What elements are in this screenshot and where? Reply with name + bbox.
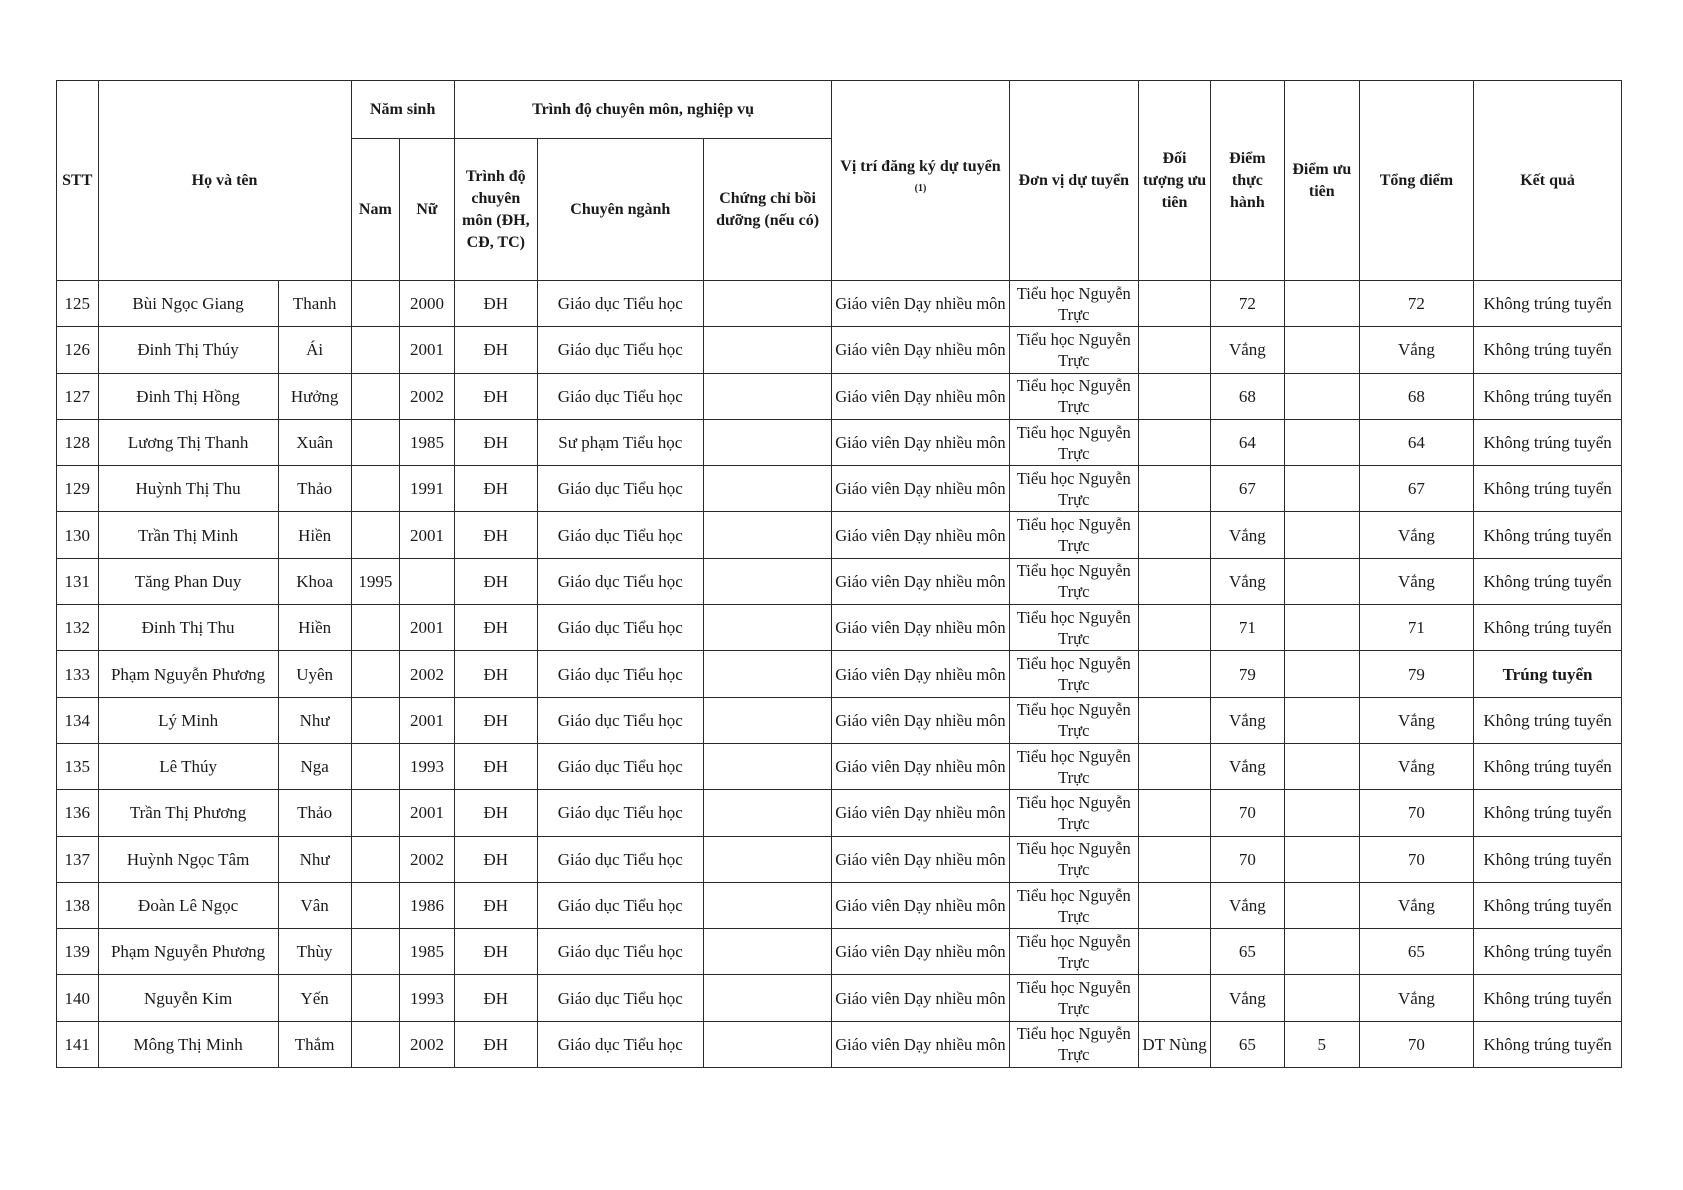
cell-surname: Phạm Nguyễn Phương [98,651,278,697]
cell-certificate [703,605,832,651]
table-row [57,281,1622,327]
cell-position: Giáo viên Dạy nhiều môn [832,975,1009,1021]
cell-birth-male [351,790,400,836]
cell-priority-group [1139,882,1211,928]
cell-major: Giáo dục Tiểu học [537,373,703,419]
cell-stt: 128 [57,419,99,465]
cell-major: Giáo dục Tiểu học [537,975,703,1021]
cell-stt: 133 [57,651,99,697]
cell-major: Giáo dục Tiểu học [537,512,703,558]
cell-priority-group: DT Nùng [1139,1021,1211,1067]
cell-result: Không trúng tuyển [1474,929,1622,975]
cell-priority-group [1139,466,1211,512]
cell-result: Không trúng tuyển [1474,975,1622,1021]
header-stt: STT [57,81,99,281]
cell-priority-score [1284,790,1359,836]
cell-level: ĐH [454,466,537,512]
cell-total: Vắng [1359,882,1473,928]
cell-priority-group [1139,697,1211,743]
table-row [57,743,1622,789]
cell-major: Giáo dục Tiểu học [537,327,703,373]
cell-priority-score [1284,466,1359,512]
cell-result: Không trúng tuyển [1474,281,1622,327]
cell-stt: 131 [57,558,99,604]
cell-position: Giáo viên Dạy nhiều môn [832,836,1009,882]
cell-priority-score [1284,512,1359,558]
table-row [57,558,1622,604]
cell-priority-score [1284,743,1359,789]
table-row [57,836,1622,882]
cell-certificate [703,281,832,327]
cell-position: Giáo viên Dạy nhiều môn [832,512,1009,558]
cell-certificate [703,651,832,697]
cell-level: ĐH [454,605,537,651]
cell-position: Giáo viên Dạy nhiều môn [832,281,1009,327]
cell-surname: Lương Thị Thanh [98,419,278,465]
cell-given-name: Hiền [278,605,351,651]
cell-level: ĐH [454,373,537,419]
cell-certificate [703,512,832,558]
table-header [57,81,1622,281]
cell-unit: Tiểu học Nguyễn Trực [1009,466,1139,512]
cell-birth-female: 2001 [400,512,455,558]
table-row [57,466,1622,512]
header-level: Trình độ chuyên môn (ĐH, CĐ, TC) [454,139,537,281]
header-certificate: Chứng chỉ bồi dưỡng (nếu có) [703,139,832,281]
header-unit: Đơn vị dự tuyển [1009,81,1139,281]
cell-birth-male [351,697,400,743]
cell-unit: Tiểu học Nguyễn Trực [1009,743,1139,789]
results-table [56,80,1622,1068]
cell-practice-score: Vắng [1210,558,1284,604]
cell-level: ĐH [454,743,537,789]
header-total: Tổng điểm [1359,81,1473,281]
cell-result: Không trúng tuyển [1474,743,1622,789]
cell-major: Giáo dục Tiểu học [537,836,703,882]
cell-birth-male [351,605,400,651]
cell-practice-score: Vắng [1210,882,1284,928]
cell-practice-score: Vắng [1210,327,1284,373]
cell-practice-score: Vắng [1210,697,1284,743]
cell-major: Giáo dục Tiểu học [537,281,703,327]
header-birth-year: Năm sinh [351,81,454,139]
cell-unit: Tiểu học Nguyễn Trực [1009,836,1139,882]
cell-level: ĐH [454,882,537,928]
cell-birth-female: 1985 [400,929,455,975]
cell-result: Không trúng tuyển [1474,882,1622,928]
cell-total: Vắng [1359,743,1473,789]
cell-priority-score [1284,975,1359,1021]
cell-birth-female: 2001 [400,697,455,743]
cell-birth-female: 2000 [400,281,455,327]
header-qualification: Trình độ chuyên môn, nghiệp vụ [454,81,832,139]
cell-surname: Trần Thị Phương [98,790,278,836]
cell-level: ĐH [454,836,537,882]
cell-position: Giáo viên Dạy nhiều môn [832,929,1009,975]
cell-given-name: Nga [278,743,351,789]
cell-certificate [703,466,832,512]
cell-birth-female: 2002 [400,373,455,419]
table-body [57,281,1622,1068]
cell-stt: 125 [57,281,99,327]
cell-level: ĐH [454,558,537,604]
cell-certificate [703,419,832,465]
cell-given-name: Uyên [278,651,351,697]
cell-priority-score [1284,651,1359,697]
header-position-label: Vị trí đăng ký dự tuyển [840,158,1001,176]
cell-birth-female: 1993 [400,975,455,1021]
cell-given-name: Thùy [278,929,351,975]
cell-practice-score: 68 [1210,373,1284,419]
cell-practice-score: 72 [1210,281,1284,327]
cell-priority-group [1139,651,1211,697]
header-major: Chuyên ngành [537,139,703,281]
cell-birth-male [351,466,400,512]
cell-stt: 136 [57,790,99,836]
cell-birth-male [351,281,400,327]
cell-total: 72 [1359,281,1473,327]
cell-birth-female: 2002 [400,1021,455,1067]
cell-surname: Lê Thúy [98,743,278,789]
cell-priority-score [1284,281,1359,327]
table-row [57,419,1622,465]
cell-stt: 139 [57,929,99,975]
cell-practice-score: 65 [1210,1021,1284,1067]
cell-given-name: Thanh [278,281,351,327]
cell-practice-score: 65 [1210,929,1284,975]
table-row [57,790,1622,836]
cell-major: Giáo dục Tiểu học [537,558,703,604]
cell-stt: 135 [57,743,99,789]
cell-total: Vắng [1359,975,1473,1021]
cell-birth-female: 1991 [400,466,455,512]
cell-priority-group [1139,605,1211,651]
cell-level: ĐH [454,327,537,373]
cell-position: Giáo viên Dạy nhiều môn [832,743,1009,789]
cell-position: Giáo viên Dạy nhiều môn [832,327,1009,373]
cell-major: Giáo dục Tiểu học [537,605,703,651]
cell-priority-group [1139,512,1211,558]
cell-major: Giáo dục Tiểu học [537,929,703,975]
cell-total: 70 [1359,790,1473,836]
cell-given-name: Như [278,836,351,882]
cell-birth-male [351,327,400,373]
cell-unit: Tiểu học Nguyễn Trực [1009,651,1139,697]
cell-total: Vắng [1359,327,1473,373]
cell-stt: 130 [57,512,99,558]
cell-certificate [703,836,832,882]
header-priority-group: Đối tượng ưu tiên [1139,81,1211,281]
cell-stt: 134 [57,697,99,743]
cell-result: Không trúng tuyển [1474,1021,1622,1067]
cell-priority-score [1284,882,1359,928]
cell-surname: Phạm Nguyễn Phương [98,929,278,975]
table-row [57,929,1622,975]
cell-position: Giáo viên Dạy nhiều môn [832,651,1009,697]
cell-priority-score [1284,836,1359,882]
cell-unit: Tiểu học Nguyễn Trực [1009,419,1139,465]
cell-stt: 129 [57,466,99,512]
cell-result: Không trúng tuyển [1474,558,1622,604]
cell-unit: Tiểu học Nguyễn Trực [1009,605,1139,651]
cell-birth-male [351,512,400,558]
cell-position: Giáo viên Dạy nhiều môn [832,1021,1009,1067]
cell-certificate [703,1021,832,1067]
cell-given-name: Thảo [278,790,351,836]
cell-position: Giáo viên Dạy nhiều môn [832,697,1009,743]
cell-level: ĐH [454,281,537,327]
cell-level: ĐH [454,975,537,1021]
cell-result: Không trúng tuyển [1474,466,1622,512]
cell-certificate [703,790,832,836]
cell-given-name: Khoa [278,558,351,604]
cell-result: Không trúng tuyển [1474,836,1622,882]
cell-major: Giáo dục Tiểu học [537,743,703,789]
cell-unit: Tiểu học Nguyễn Trực [1009,558,1139,604]
cell-unit: Tiểu học Nguyễn Trực [1009,975,1139,1021]
cell-surname: Huỳnh Thị Thu [98,466,278,512]
cell-result: Không trúng tuyển [1474,512,1622,558]
cell-result: Không trúng tuyển [1474,373,1622,419]
header-result: Kết quả [1474,81,1622,281]
cell-level: ĐH [454,419,537,465]
cell-position: Giáo viên Dạy nhiều môn [832,605,1009,651]
cell-result: Không trúng tuyển [1474,697,1622,743]
cell-birth-female [400,558,455,604]
cell-birth-female: 1986 [400,882,455,928]
cell-birth-female: 2002 [400,836,455,882]
cell-total: Vắng [1359,697,1473,743]
cell-unit: Tiểu học Nguyễn Trực [1009,512,1139,558]
cell-practice-score: Vắng [1210,512,1284,558]
cell-total: 70 [1359,1021,1473,1067]
header-name: Họ và tên [98,81,351,281]
cell-priority-group [1139,419,1211,465]
cell-practice-score: 70 [1210,790,1284,836]
cell-major: Giáo dục Tiểu học [537,651,703,697]
cell-certificate [703,975,832,1021]
table-row [57,605,1622,651]
header-priority-score: Điểm ưu tiên [1284,81,1359,281]
cell-surname: Trần Thị Minh [98,512,278,558]
header-practice-score: Điểm thực hành [1210,81,1284,281]
cell-practice-score: 71 [1210,605,1284,651]
cell-birth-female: 1993 [400,743,455,789]
cell-total: 68 [1359,373,1473,419]
cell-position: Giáo viên Dạy nhiều môn [832,558,1009,604]
cell-level: ĐH [454,512,537,558]
header-female: Nữ [400,139,455,281]
cell-result: Không trúng tuyển [1474,327,1622,373]
table-row [57,327,1622,373]
cell-given-name: Xuân [278,419,351,465]
cell-total: 65 [1359,929,1473,975]
cell-result: Không trúng tuyển [1474,790,1622,836]
cell-position: Giáo viên Dạy nhiều môn [832,419,1009,465]
table-row [57,697,1622,743]
cell-surname: Đoàn Lê Ngọc [98,882,278,928]
cell-priority-score [1284,419,1359,465]
cell-level: ĐH [454,697,537,743]
cell-position: Giáo viên Dạy nhiều môn [832,373,1009,419]
cell-birth-male [351,419,400,465]
cell-stt: 126 [57,327,99,373]
cell-result: Không trúng tuyển [1474,605,1622,651]
table-row [57,512,1622,558]
cell-birth-male [351,836,400,882]
cell-position: Giáo viên Dạy nhiều môn [832,882,1009,928]
cell-practice-score: 70 [1210,836,1284,882]
cell-certificate [703,327,832,373]
cell-birth-female: 2001 [400,790,455,836]
cell-priority-score [1284,558,1359,604]
table-row [57,975,1622,1021]
cell-birth-male [351,1021,400,1067]
cell-practice-score: 79 [1210,651,1284,697]
table-row [57,651,1622,697]
cell-major: Giáo dục Tiểu học [537,1021,703,1067]
cell-stt: 127 [57,373,99,419]
results-sheet [56,80,1622,1068]
cell-given-name: Thắm [278,1021,351,1067]
cell-priority-group [1139,790,1211,836]
cell-birth-male [351,651,400,697]
cell-surname: Lý Minh [98,697,278,743]
cell-priority-score: 5 [1284,1021,1359,1067]
cell-major: Giáo dục Tiểu học [537,697,703,743]
cell-practice-score: Vắng [1210,743,1284,789]
cell-priority-group [1139,281,1211,327]
cell-priority-score [1284,327,1359,373]
cell-birth-female: 2001 [400,605,455,651]
cell-given-name: Hưởng [278,373,351,419]
cell-birth-male [351,929,400,975]
cell-given-name: Thảo [278,466,351,512]
cell-level: ĐH [454,929,537,975]
cell-level: ĐH [454,790,537,836]
cell-level: ĐH [454,1021,537,1067]
cell-stt: 140 [57,975,99,1021]
cell-major: Giáo dục Tiểu học [537,790,703,836]
cell-position: Giáo viên Dạy nhiều môn [832,466,1009,512]
cell-certificate [703,697,832,743]
cell-practice-score: 67 [1210,466,1284,512]
cell-position: Giáo viên Dạy nhiều môn [832,790,1009,836]
cell-result: Trúng tuyển [1474,651,1622,697]
cell-total: 64 [1359,419,1473,465]
cell-given-name: Như [278,697,351,743]
cell-certificate [703,743,832,789]
header-position-note: (1) [914,183,927,195]
cell-birth-female: 2002 [400,651,455,697]
cell-certificate [703,882,832,928]
cell-priority-group [1139,929,1211,975]
cell-total: 67 [1359,466,1473,512]
cell-priority-group [1139,836,1211,882]
header-male: Nam [351,139,400,281]
cell-priority-group [1139,558,1211,604]
cell-birth-male [351,743,400,789]
table-row [57,882,1622,928]
cell-given-name: Hiền [278,512,351,558]
cell-priority-group [1139,975,1211,1021]
cell-major: Giáo dục Tiểu học [537,466,703,512]
cell-priority-group [1139,327,1211,373]
cell-unit: Tiểu học Nguyễn Trực [1009,327,1139,373]
cell-certificate [703,373,832,419]
cell-priority-score [1284,929,1359,975]
cell-birth-male [351,975,400,1021]
cell-stt: 137 [57,836,99,882]
cell-practice-score: Vắng [1210,975,1284,1021]
cell-unit: Tiểu học Nguyễn Trực [1009,929,1139,975]
cell-total: Vắng [1359,512,1473,558]
cell-priority-group [1139,743,1211,789]
cell-certificate [703,558,832,604]
cell-stt: 138 [57,882,99,928]
cell-certificate [703,929,832,975]
cell-surname: Bùi Ngọc Giang [98,281,278,327]
header-position [832,81,1009,281]
cell-birth-male [351,882,400,928]
cell-stt: 141 [57,1021,99,1067]
cell-unit: Tiểu học Nguyễn Trực [1009,1021,1139,1067]
cell-surname: Đinh Thị Thúy [98,327,278,373]
cell-surname: Tăng Phan Duy [98,558,278,604]
cell-unit: Tiểu học Nguyễn Trực [1009,882,1139,928]
cell-result: Không trúng tuyển [1474,419,1622,465]
cell-practice-score: 64 [1210,419,1284,465]
cell-unit: Tiểu học Nguyễn Trực [1009,697,1139,743]
cell-priority-group [1139,373,1211,419]
cell-priority-score [1284,697,1359,743]
cell-given-name: Yến [278,975,351,1021]
cell-given-name: Vân [278,882,351,928]
cell-priority-score [1284,605,1359,651]
cell-surname: Mông Thị Minh [98,1021,278,1067]
cell-major: Giáo dục Tiểu học [537,882,703,928]
cell-unit: Tiểu học Nguyễn Trực [1009,373,1139,419]
cell-surname: Huỳnh Ngọc Tâm [98,836,278,882]
cell-given-name: Ái [278,327,351,373]
cell-total: 71 [1359,605,1473,651]
cell-level: ĐH [454,651,537,697]
cell-total: Vắng [1359,558,1473,604]
cell-total: 70 [1359,836,1473,882]
table-row [57,1021,1622,1067]
cell-birth-male: 1995 [351,558,400,604]
cell-birth-female: 2001 [400,327,455,373]
cell-surname: Nguyễn Kim [98,975,278,1021]
cell-unit: Tiểu học Nguyễn Trực [1009,790,1139,836]
cell-birth-female: 1985 [400,419,455,465]
cell-birth-male [351,373,400,419]
cell-total: 79 [1359,651,1473,697]
cell-priority-score [1284,373,1359,419]
cell-unit: Tiểu học Nguyễn Trực [1009,281,1139,327]
cell-stt: 132 [57,605,99,651]
table-row [57,373,1622,419]
cell-major: Sư phạm Tiểu học [537,419,703,465]
cell-surname: Đinh Thị Hồng [98,373,278,419]
cell-surname: Đinh Thị Thu [98,605,278,651]
